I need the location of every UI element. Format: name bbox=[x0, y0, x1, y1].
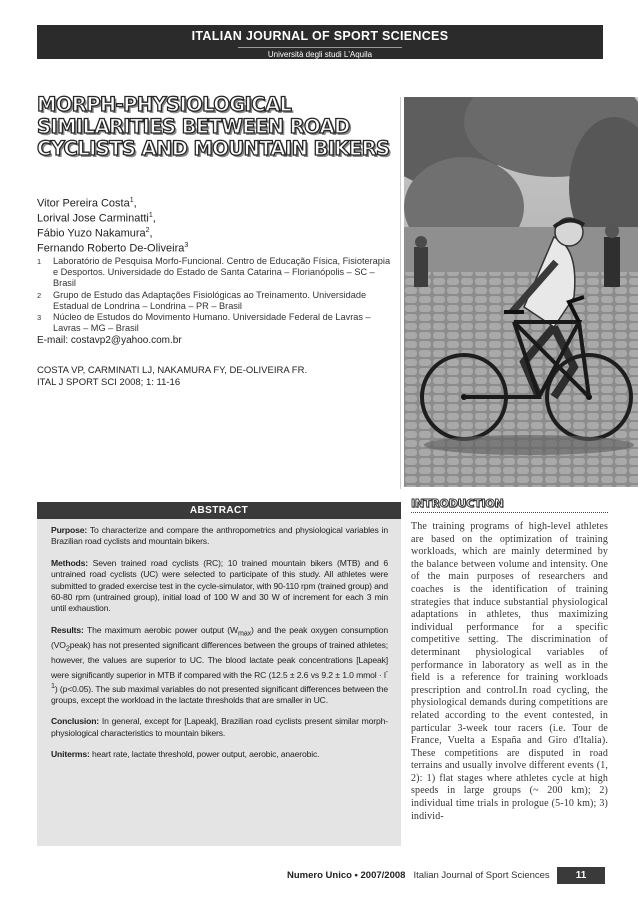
journal-title: ITALIAN JOURNAL OF SPORT SCIENCES bbox=[191, 29, 449, 43]
abstract-results: Results: The maximum aerobic power output $(W_{max})$ and the peak oxygen consumption $(VO_2peak)$ has not presented significant differences between the groups of trained athletes; however, the values are superior to UC. The blood lactate peak concentrations [Lapeak] were significantly superior in MTB if compared with the RC (12.5 ± 2.6 vs 9.2 ± 1.0 mmol · $l^{-1}$) (p<0.05). The sub maximal variables do not presented significant differences between the groups, except the workload in the lactate thresholds that are smaller in UC. bbox=[51, 624, 388, 706]
abstract-box bbox=[37, 502, 401, 846]
issue-label: Numero Unico • 2007/2008 bbox=[287, 870, 406, 881]
introduction-heading: INTRODUCTION bbox=[411, 497, 608, 513]
article-title bbox=[37, 94, 397, 160]
contact-email[interactable]: E-mail: costavp2@yahoo.com.br bbox=[37, 335, 182, 346]
abstract-purpose: Purpose: To characterize and compare the anthropometrics and physiological variables in Brazilian road cyclists and mountain bikers. bbox=[51, 525, 388, 547]
author: Fábio Yuzo Nakamura$^2$, bbox=[37, 227, 153, 240]
affiliation: 1 Laboratório de Pesquisa Morfo-Funcional. Centro de Educação Física, Fisioterapia e Desportos. Universidade do Estado de Santa Catarina – Florianópolis – SC – Brasil bbox=[37, 256, 391, 289]
abstract-body bbox=[37, 519, 401, 761]
footer-journal: Italian Journal of Sport Sciences bbox=[413, 870, 550, 881]
title-line: CYCLISTS AND MOUNTAIN BIKERS bbox=[37, 137, 390, 160]
citation-reference: ITAL J SPORT SCI 2008; 1: 11-16 bbox=[37, 376, 181, 388]
abstract-methods: Methods: Seven trained road cyclists (RC); 10 trained mountain bikers (MTB) and 6 untrained road cyclists (UC) were selected to participate of this study. All athletes were submitted to graded exercise test in the cycle-simulator, with 90-110 rpm (trained group) and 60-80 rpm (untrained group), initial load of 100 W and 30 W of increment for each 3 min until exhaustion. bbox=[51, 557, 388, 614]
affiliation: 2 Grupo de Estudo das Adaptações Fisiológicas ao Treinamento. Universidade Estadual de Londrina – Londrina – PR – Brasil bbox=[37, 289, 367, 311]
university-name: Università degli studi L'Aquila bbox=[238, 47, 402, 60]
abstract-conclusion: Conclusion: In general, except for [Lapeak], Brazilian road cyclists present similar morph-physiological characteristics to mountain bikers. bbox=[51, 716, 388, 738]
abstract-uniterms: Uniterms: heart rate, lactate threshold, power output, aerobic, anaerobic. bbox=[51, 749, 320, 760]
citation bbox=[37, 365, 307, 388]
page-number: 11 bbox=[557, 867, 605, 884]
title-line: MORPH-PHYSIOLOGICAL bbox=[37, 93, 292, 116]
citation-authors: COSTA VP, CARMINATI LJ, NAKAMURA FY, DE-OLIVEIRA FR. bbox=[37, 365, 308, 376]
abstract-heading: ABSTRACT bbox=[37, 502, 401, 519]
affiliation-list bbox=[37, 256, 394, 334]
affiliation: 3 Núcleo de Estudos do Movimento Humano. Universidade Federal de Lavras – Lavras – MG – Brasil bbox=[37, 312, 371, 334]
cyclist-photo bbox=[404, 97, 638, 487]
author: Fernando Roberto De-Oliveira$^3$ bbox=[37, 242, 189, 256]
column-divider bbox=[400, 97, 401, 489]
title-line: SIMILARITIES BETWEEN ROAD bbox=[37, 115, 350, 138]
introduction-text: The training programs of high-level athletes are based on the optimization of training workloads, which are mainly determined by the balance between volume and intensity. One of the main purposes of researchers and coaches is the identification of training strategies that induce substantial physiological adaptations in athletes, thus maximizing individual performance for a specific competitive setting. The discrimination of determinant physiological variables of performance in laboratory as well as in the field is a reference for training workloads prescription and control.In road cycling, the physiological demands during competitions are related according to the event contested, in particular 3-week tour racers (i.e. Tour de France, Vuelta a España and Giro d'Italia). These competitions are disputed in road terrains and usually involve different events (1, 2): 1) flat stages where athletes cycle at high speeds in large groups (~ 200 km); 2) individual time trials in prologue (5-10 km); 3) individ- bbox=[411, 521, 608, 822]
author: Lorival Jose Carminatti$^1$, bbox=[37, 212, 156, 225]
page-footer bbox=[287, 867, 587, 884]
author: Vitor Pereira Costa$^1$, bbox=[37, 197, 137, 210]
author-list bbox=[37, 195, 397, 256]
journal-header bbox=[37, 25, 603, 59]
